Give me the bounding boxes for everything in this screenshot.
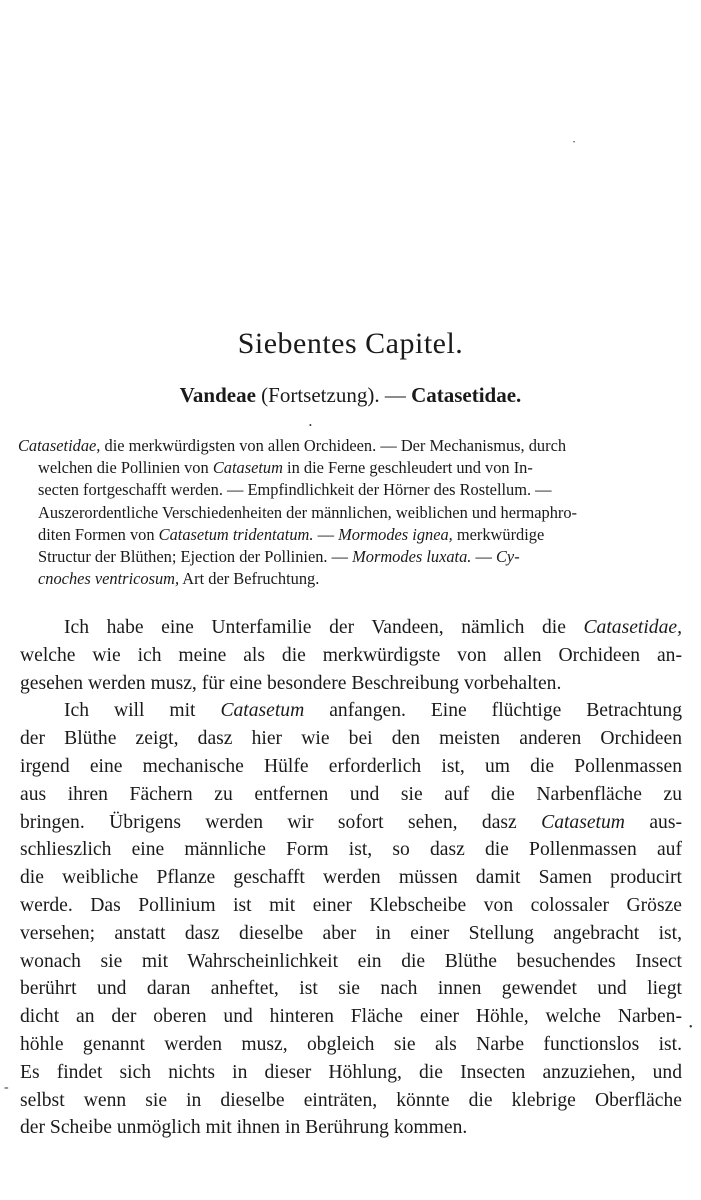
text-run: diten Formen von: [38, 524, 159, 544]
body-line: [20, 948, 682, 976]
text-run: Es findet sich nichts in dieser Höhlung, die Insecten anzuziehen, und: [20, 1061, 682, 1083]
margin-dot-summary: •: [309, 421, 312, 430]
italic-term: Cy-: [495, 547, 520, 567]
body-line: [20, 1031, 682, 1059]
text-run: berührt und daran anheftet, ist sie nach innen gewendet und liegt: [20, 978, 682, 1000]
text-run: höhle genannt werden musz, obgleich sie als Narbe functionslos ist.: [20, 1033, 682, 1055]
text-run: gesehen werden musz, für eine besondere Beschreibung vorbehalten.: [20, 672, 562, 694]
text-run: werde. Das Pollinium ist mit einer Klebscheibe von colossaler Grösze: [20, 894, 682, 916]
italic-term: Catasetum: [220, 700, 305, 722]
body-line: [20, 1003, 682, 1031]
summary-line: [18, 524, 682, 546]
summary-line: [18, 457, 682, 479]
text-run: welche wie ich meine als die merkwürdigste von allen Orchideen an-: [20, 644, 682, 666]
body-line: [20, 781, 682, 809]
text-run: Structur der Blüthen; Ejection der Pollinien. —: [38, 547, 353, 567]
text-run: versehen; anstatt dasz dieselbe aber in einer Stellung angebracht ist,: [20, 922, 682, 944]
text-run: schlieszlich eine männliche Form ist, so dasz die Pollenmassen auf: [20, 839, 682, 861]
summary-line: [18, 502, 682, 524]
italic-term: Catasetidae,: [18, 436, 101, 455]
body-text: [20, 614, 682, 1142]
text-run: Ich habe eine Unterfamilie der Vandeen, nämlich die: [64, 617, 584, 638]
text-run: Ich will mit: [64, 700, 221, 722]
italic-term: Catasetum tridentatum.: [158, 524, 314, 544]
subtitle-continuation: (Fortsetzung). —: [255, 383, 412, 407]
margin-dash-left: -: [4, 1080, 9, 1095]
text-run: —: [313, 524, 339, 544]
body-line: [20, 920, 682, 948]
text-run: secten fortgeschafft werden. — Empfindlichkeit der Hörner des Rostellum. —: [38, 480, 552, 500]
summary-line: [18, 435, 682, 457]
text-run: Auszerordentliche Verschiedenheiten der männlichen, weiblichen und hermaphro-: [38, 502, 578, 522]
margin-dot-top: •: [573, 140, 576, 146]
text-run: in die Ferne geschleudert und von In-: [282, 458, 533, 478]
summary-line: [18, 568, 682, 590]
summary-line: [18, 546, 682, 568]
chapter-subtitle: [0, 383, 701, 408]
italic-term: cnoches ventricosum,: [38, 569, 180, 589]
body-line: [20, 670, 682, 698]
italic-term: Mormodes luxata.: [352, 547, 472, 567]
body-line: [20, 614, 682, 642]
italic-term: Catasetum: [541, 811, 625, 833]
text-run: irgend eine mechanische Hülfe erforderlich ist, um die Pollenmassen: [20, 755, 682, 777]
body-line: [20, 725, 682, 753]
text-run: die merkwürdigsten von allen Orchideen. — Der Mechanismus, durch: [100, 436, 567, 455]
body-line: [20, 1087, 682, 1115]
text-run: der Blüthe zeigt, dasz hier wie bei den meisten anderen Orchideen: [20, 728, 682, 750]
text-run: Art der Befruchtung.: [179, 569, 320, 589]
text-run: der Scheibe unmöglich mit ihnen in Berührung kommen.: [20, 1117, 468, 1139]
text-run: bringen. Übrigens werden wir sofort sehen, dasz: [20, 811, 542, 833]
chapter-summary: [18, 435, 682, 590]
text-run: merkwürdige: [452, 524, 545, 544]
text-run: —: [471, 547, 496, 567]
body-line: [20, 1059, 682, 1087]
italic-term: Catasetum: [212, 458, 283, 478]
subtitle-tribe: Vandeae: [179, 383, 256, 407]
margin-dot-right: •: [689, 1022, 693, 1033]
text-run: welchen die Pollinien von: [38, 458, 213, 478]
text-run: anfangen. Eine flüchtige Betrachtung: [304, 700, 682, 722]
body-line: [20, 642, 682, 670]
text-run: die weibliche Pflanze geschafft werden müssen damit Samen producirt: [20, 867, 682, 889]
text-run: dicht an der oberen und hinteren Fläche einer Höhle, welche Narben-: [20, 1006, 682, 1028]
text-run: aus ihren Fächern zu entfernen und sie auf die Narbenfläche zu: [20, 783, 682, 805]
body-line: [20, 975, 682, 1003]
text-run: selbst wenn sie in dieselbe einträten, könnte die klebrige Oberfläche: [20, 1089, 682, 1111]
subtitle-family: Catasetidae.: [411, 383, 522, 407]
body-line: [20, 753, 682, 781]
text-run: wonach sie mit Wahrscheinlichkeit ein die Blüthe besuchendes Insect: [20, 950, 682, 972]
body-line: [20, 892, 682, 920]
body-line: [20, 836, 682, 864]
italic-term: Catasetidae,: [583, 617, 682, 638]
body-line: [20, 1114, 682, 1142]
italic-term: Mormodes ignea,: [338, 524, 453, 544]
body-line: [20, 864, 682, 892]
body-line: [20, 809, 682, 837]
body-line: [20, 697, 682, 725]
chapter-title: Siebentes Capitel.: [237, 327, 464, 360]
summary-line: [18, 479, 682, 501]
text-run: aus-: [624, 811, 682, 833]
